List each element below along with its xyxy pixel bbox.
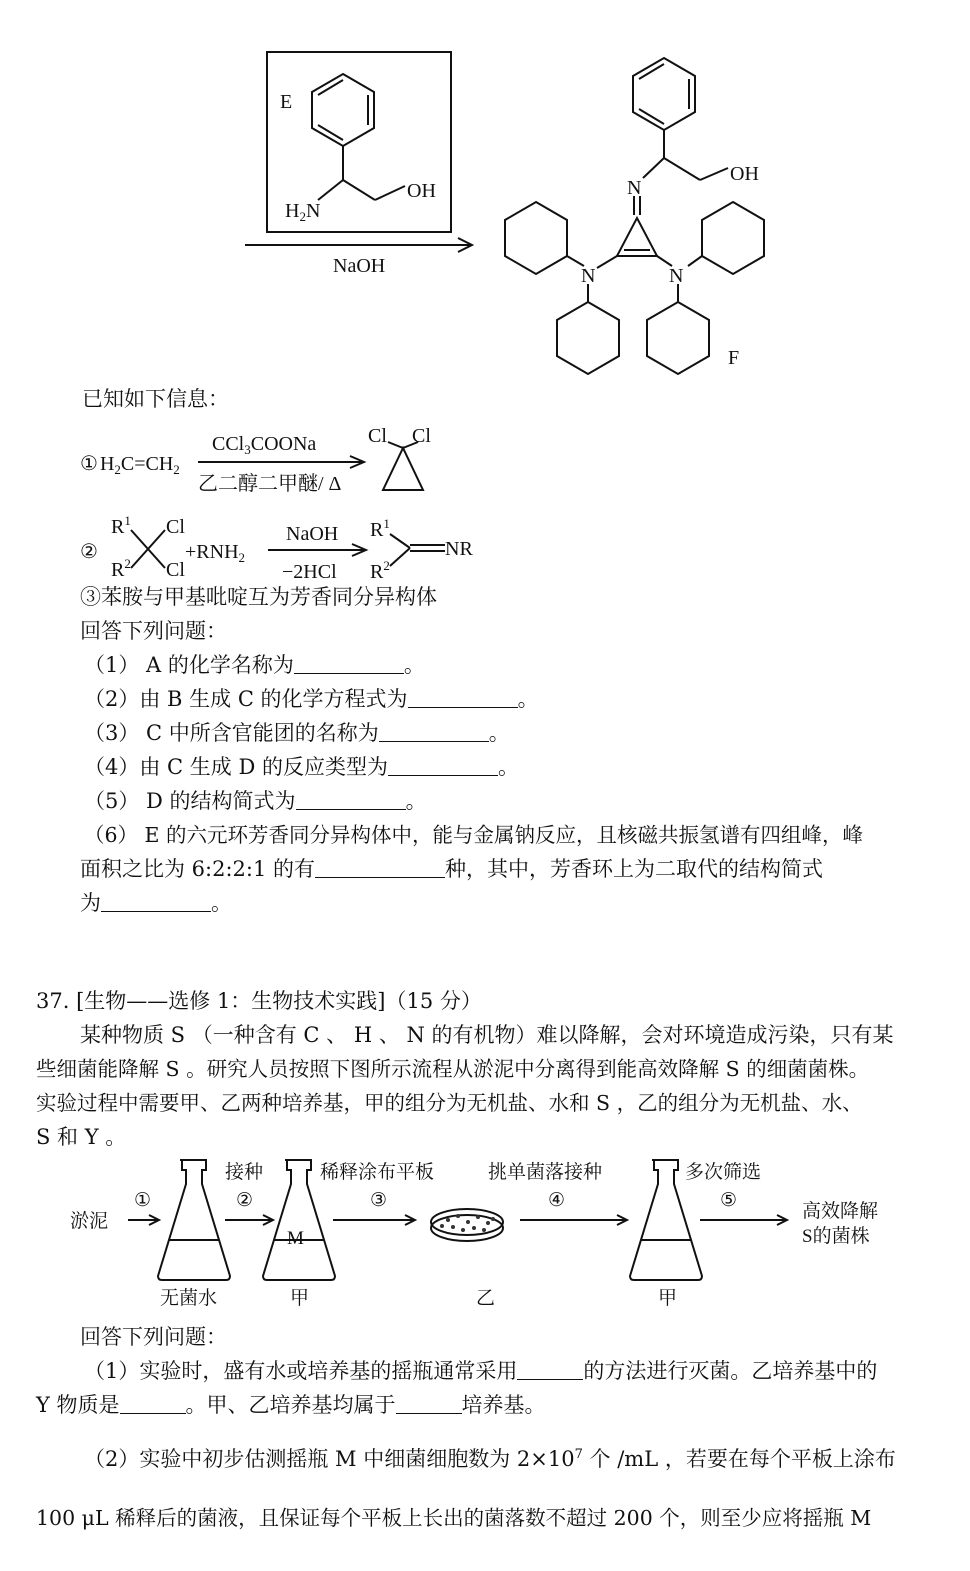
q37-2-line1: （2）实验中初步估测摇瓶 M 中细菌细胞数为 $2\times 10^7$ 个 /mL ，若要在每个平板上涂布: [84, 1447, 896, 1471]
flow-under-1: 无菌水: [160, 1288, 218, 1309]
reagent-naoh: NaOH: [333, 255, 386, 277]
q37-p2: 些细菌能降解 S 。研究人员按照下图所示流程从淤泥中分离得到能高效降解 S 的细菌菌株。: [36, 1057, 870, 1081]
isolation-flow-diagram: [0, 1150, 970, 1320]
n-imine: N: [627, 177, 642, 199]
answer-blank[interactable]: [101, 891, 211, 912]
q36-6-line1: （6） E 的六元环芳香同分异构体中，能与金属钠反应，且核磁共振氢谱有四组峰，峰: [84, 823, 864, 847]
answer-blank[interactable]: [294, 653, 404, 674]
flow-step-2: ②: [236, 1190, 254, 1211]
q36-5: （5） D 的结构简式为 。: [84, 789, 427, 813]
flow-label-screen: 多次筛选: [685, 1162, 762, 1183]
q36-4: （4）由 C 生成 D 的反应类型为 。: [84, 755, 519, 779]
reaction-scheme-e-to-f: [0, 0, 970, 380]
reaction1-reagent: CCl$_3$COONa: [212, 433, 317, 457]
known-info-3: ③苯胺与甲基吡啶互为芳香同分异构体: [80, 585, 437, 609]
reaction2-byproduct: −2HCl: [282, 561, 337, 583]
answer-blank[interactable]: [517, 1359, 583, 1380]
reaction2-prod-r2: $R^2$: [370, 558, 390, 583]
flow-step-4: ④: [548, 1190, 566, 1211]
flow-under-4: 甲: [658, 1288, 678, 1309]
reaction2-marker: ②: [80, 541, 98, 563]
reaction1-cl-right: Cl: [412, 425, 431, 447]
label-f: F: [728, 347, 740, 369]
h2n-label: $H_2N$: [285, 200, 321, 224]
label-e: E: [280, 91, 293, 113]
q36-2: （2）由 B 生成 C 的化学方程式为 。: [84, 687, 539, 711]
answer-heading: 回答下列问题：: [80, 619, 227, 643]
q37-1-line1: （1）实验时，盛有水或培养基的摇瓶通常采用 的方法进行灭菌。乙培养基中的: [84, 1359, 878, 1383]
flask-m-label: M: [287, 1228, 304, 1249]
flow-step-5: ⑤: [720, 1190, 738, 1211]
answer-blank[interactable]: [120, 1393, 186, 1414]
reaction1-solvent: 乙二醇二甲醚/ Δ: [198, 473, 342, 495]
reaction2-r2: $R^2$: [111, 556, 131, 581]
answer-blank[interactable]: [396, 1393, 462, 1414]
answer-blank[interactable]: [408, 687, 518, 708]
reaction2-r1: $R^1$: [111, 513, 131, 538]
flow-end-1: 高效降解: [802, 1201, 879, 1222]
known-reaction-1: [0, 420, 970, 500]
q37-title: 37. [生物——选修 1：生物技术实践]（15 分）: [36, 989, 482, 1013]
flow-start: 淤泥: [70, 1211, 109, 1232]
answer-blank[interactable]: [379, 721, 489, 742]
q37-1-line2: Y 物质是 。甲、乙培养基均属于 培养基。: [36, 1393, 546, 1417]
reaction2-cl-bottom: Cl: [166, 559, 185, 581]
n-left: N: [581, 265, 596, 287]
flow-step-1: ①: [134, 1190, 152, 1211]
q37-p3: 实验过程中需要甲、乙两种培养基，甲的组分为无机盐、水和 S ，乙的组分为无机盐、水、: [36, 1091, 863, 1115]
reaction2-prod-r1: $R^1$: [370, 516, 390, 541]
reaction2-amine: $+RNH_2$: [185, 541, 246, 565]
flow-under-2: 甲: [290, 1288, 310, 1309]
oh-label-f: OH: [730, 163, 759, 185]
flow-step-3: ③: [370, 1190, 388, 1211]
reaction2-cl-top: Cl: [166, 516, 185, 538]
answer-blank[interactable]: [315, 857, 445, 878]
info-heading: 已知如下信息：: [82, 387, 229, 411]
q37-2-line2: 100 μL 稀释后的菌液，且保证每个平板上长出的菌落数不超过 200 个，则至少应将摇瓶 M: [36, 1506, 872, 1530]
n-right: N: [669, 265, 684, 287]
q37-p4: S 和 Y 。: [36, 1125, 127, 1149]
answer-blank[interactable]: [296, 789, 406, 810]
flow-under-3: 乙: [476, 1288, 496, 1309]
q36-1: （1） A 的化学名称为 。: [84, 653, 425, 677]
reaction1-cl-left: Cl: [368, 425, 387, 447]
flow-label-spread: 稀释涂布平板: [320, 1162, 435, 1183]
reaction1-marker: ① $H_2C=CH_2$: [80, 453, 180, 477]
flow-label-pick: 挑单菌落接种: [488, 1162, 603, 1183]
answer-heading-2: 回答下列问题：: [80, 1325, 227, 1349]
q36-6-line2: 面积之比为 6:2:2:1 的有 种，其中，芳香环上为二取代的结构简式: [80, 857, 824, 881]
q36-3: （3） C 中所含官能团的名称为 。: [84, 721, 510, 745]
known-reaction-2: [0, 508, 970, 588]
flow-end-2: S的菌株: [802, 1226, 870, 1247]
oh-label-e: OH: [407, 180, 436, 202]
flow-label-inoculate: 接种: [225, 1162, 264, 1183]
q37-p1: 某种物质 S （一种含有 C 、 H 、 N 的有机物）难以降解，会对环境造成污染，只有某: [80, 1023, 894, 1047]
reaction2-reagent: NaOH: [286, 523, 339, 545]
reaction2-nr: NR: [445, 538, 473, 560]
answer-blank[interactable]: [388, 755, 498, 776]
q36-6-line3: 为 。: [80, 891, 232, 915]
